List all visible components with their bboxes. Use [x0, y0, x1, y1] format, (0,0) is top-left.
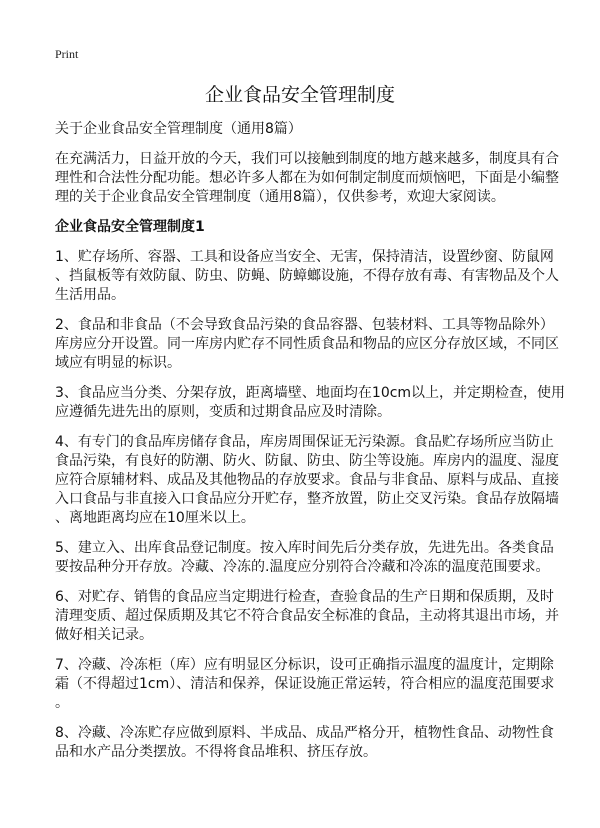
- rule-item-6: [55, 588, 559, 645]
- text-line: 品和水产品分类摆放。不得将食品堆积、挤压存放。: [55, 744, 377, 760]
- text-line: 在充满活力，日益开放的今天，我们可以接触到制度的地方越来越多，制度具有合: [55, 151, 559, 167]
- text-line: 入口食品与非直接入口食品应分开贮存，整齐放置，防止交叉污染。食品存放隔墙: [55, 491, 559, 507]
- text-line: 5、建立入、出库食品登记制度。按入库时间先后分类存放，先进先出。各类食品: [55, 540, 554, 556]
- print-link[interactable]: Print: [55, 47, 79, 61]
- text-line: 清理变质、超过保质期及其它不符合食品安全标准的食品，主动将其退出市场，并: [55, 608, 559, 624]
- text-line: 6、对贮存、销售的食品应当定期进行检查，查验食品的生产日期和保质期，及时: [55, 589, 554, 605]
- text-line: 生活用品。: [55, 287, 125, 303]
- text-line: 1、贮存场所、容器、工具和设备应当安全、无害，保持清洁，设置纱窗、防鼠网: [55, 249, 554, 265]
- document-body: [55, 120, 566, 773]
- text-line: 4、有专门的食品库房储存食品，库房周围保证无污染源。食品贮存场所应当防止: [55, 434, 554, 450]
- text-line: 3、食品应当分类、分架存放，距离墙壁、地面均在10cm以上，并定期检查，使用: [55, 385, 566, 401]
- rule-item-8: [55, 724, 555, 762]
- text-line: 理性和合法性分配功能。想必许多人都在为如何制定制度而烦恼吧，下面是小编整: [55, 170, 559, 186]
- rule-item-7: [55, 656, 555, 713]
- text-line: 应符合原辅材料、成品及其他物品的存放要求。食品与非食品、原料与成品、直接: [55, 472, 559, 488]
- text-line: 域应有明显的标识。: [55, 355, 181, 371]
- rule-item-1: [55, 248, 559, 305]
- text-line: 8、冷藏、冷冻贮存应做到原料、半成品、成品严格分开，植物性食品、动物性食: [55, 725, 554, 741]
- rules-list: [55, 248, 566, 762]
- document-subtitle: 关于企业食品安全管理制度（通用8篇）: [55, 121, 302, 137]
- text-line: 库房应分开设置。同一库房内贮存不同性质食品和物品的应区分存放区域，不同区: [55, 336, 559, 352]
- page-title: 企业食品安全管理制度: [204, 84, 395, 106]
- rule-item-3: [55, 384, 566, 422]
- text-line: 。: [55, 695, 69, 711]
- text-line: 要按品种分开存放。冷藏、冷冻的.温度应分别符合冷藏和冷冻的温度范围要求。: [55, 559, 550, 575]
- rule-item-2: [55, 316, 559, 373]
- text-line: 2、食品和非食品（不会导致食品污染的食品容器、包装材料、工具等物品除外）: [55, 317, 554, 333]
- text-line: 、离地距离均应在10厘米以上。: [55, 510, 255, 526]
- rule-item-4: [55, 433, 559, 528]
- section-heading: 企业食品安全管理制度1: [55, 219, 205, 235]
- text-line: 应遵循先进先出的原则，变质和过期食品应及时清除。: [55, 404, 391, 420]
- text-line: 食品污染，有良好的防潮、防火、防鼠、防虫、防尘等设施。库房内的温度、湿度: [55, 453, 559, 469]
- text-line: 理的关于企业食品安全管理制度（通用8篇），仅供参考，欢迎大家阅读。: [55, 189, 505, 205]
- rule-item-5: [55, 539, 555, 577]
- text-line: 做好相关记录。: [55, 627, 153, 643]
- text-line: 7、冷藏、冷冻柜（库）应有明显区分标识，设可正确指示温度的温度计，定期除: [55, 657, 554, 673]
- text-line: 、挡鼠板等有效防鼠、防虫、防蝇、防蟑螂设施，不得存放有毒、有害物品及个人: [55, 268, 559, 284]
- intro-paragraph: [55, 150, 559, 207]
- text-line: 霜（不得超过1cm）、清洁和保养，保证设施正常运转，符合相应的温度范围要求: [55, 676, 555, 692]
